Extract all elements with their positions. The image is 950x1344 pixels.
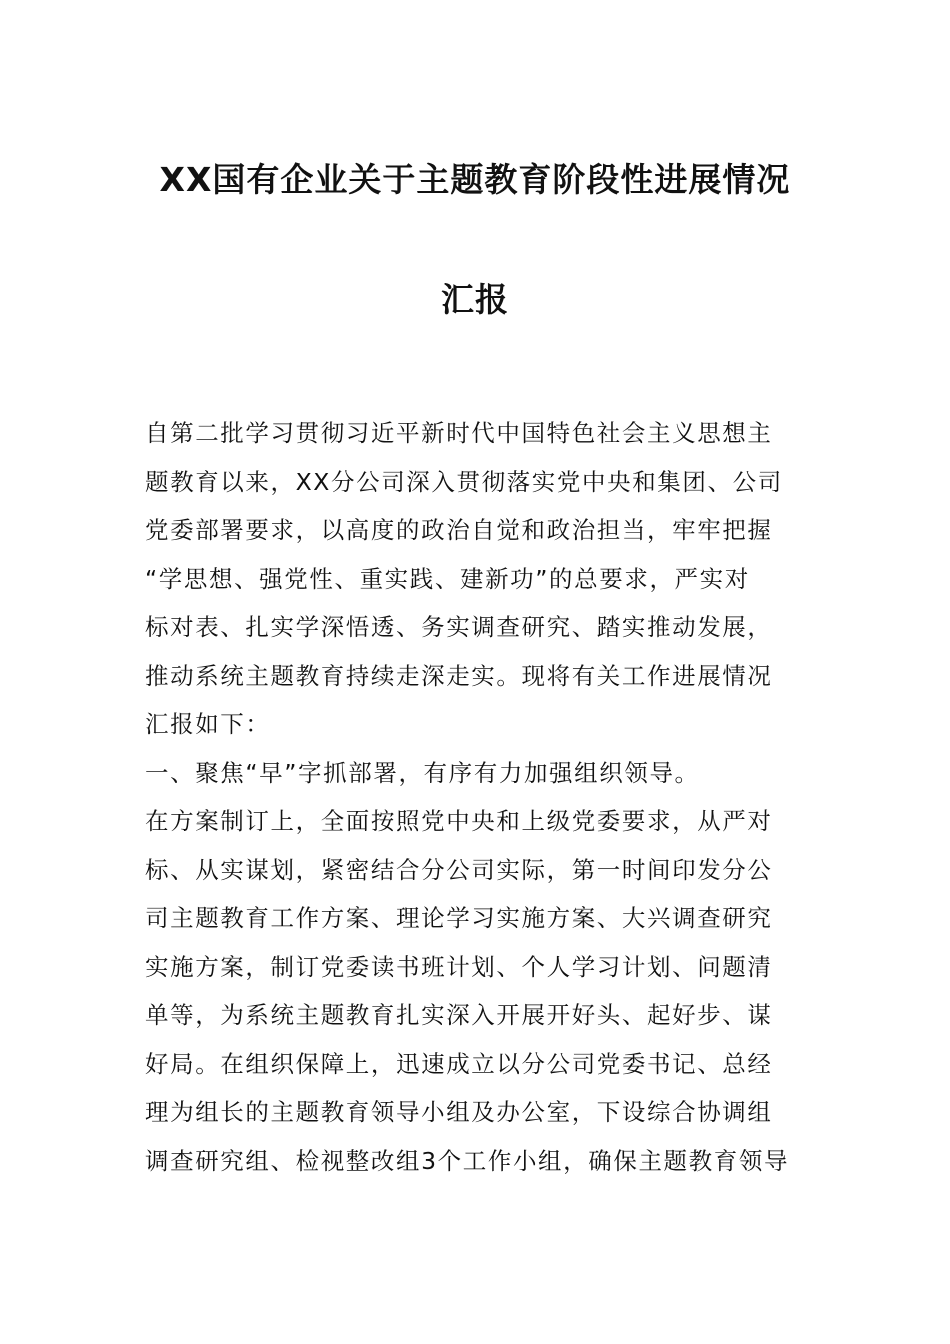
section-heading: 一、聚焦“早”字抓部署，有序有力加强组织领导。 — [145, 758, 700, 787]
body-line: 自第二批学习贯彻习近平新时代中国特色社会主义思想主 — [145, 419, 773, 447]
body-line: 在方案制订上，全面按照党中央和上级党委要求，从严对 — [145, 807, 773, 835]
body-line: 单等，为系统主题教育扎实深入开展开好头、起好步、谋 — [145, 1001, 773, 1029]
body-line: 标对表、扎实学深悟透、务实调查研究、踏实推动发展， — [145, 613, 773, 641]
body-line: 题教育以来，XX分公司深入贯彻落实党中央和集团、公司 — [145, 467, 783, 496]
body-line: 标、从实谋划，紧密结合分公司实际，第一时间印发分公 — [145, 855, 773, 884]
document-title-line-1: XX国有企业关于主题教育阶段性进展情况 — [159, 160, 791, 199]
body-line: 党委部署要求，以高度的政治自觉和政治担当，牢牢把握 — [145, 516, 773, 544]
body-line: 司主题教育工作方案、理论学习实施方案、大兴调查研究 — [145, 904, 773, 932]
body-line: 推动系统主题教育持续走深走实。现将有关工作进展情况 — [145, 661, 773, 690]
body-line: “学思想、强党性、重实践、建新功”的总要求，严实对 — [145, 564, 750, 593]
body-line: 理为组长的主题教育领导小组及办公室，下设综合协调组 — [145, 1098, 773, 1126]
document-title-line-2: 汇报 — [441, 280, 509, 319]
body-line: 实施方案，制订党委读书班计划、个人学习计划、问题清 — [145, 952, 773, 981]
body-line: 汇报如下： — [145, 710, 271, 738]
document-body — [145, 409, 807, 1185]
body-line: 好局。在组织保障上，迅速成立以分公司党委书记、总经 — [145, 1049, 773, 1078]
body-line: 调查研究组、检视整改组3个工作小组，确保主题教育领导 — [145, 1146, 790, 1175]
